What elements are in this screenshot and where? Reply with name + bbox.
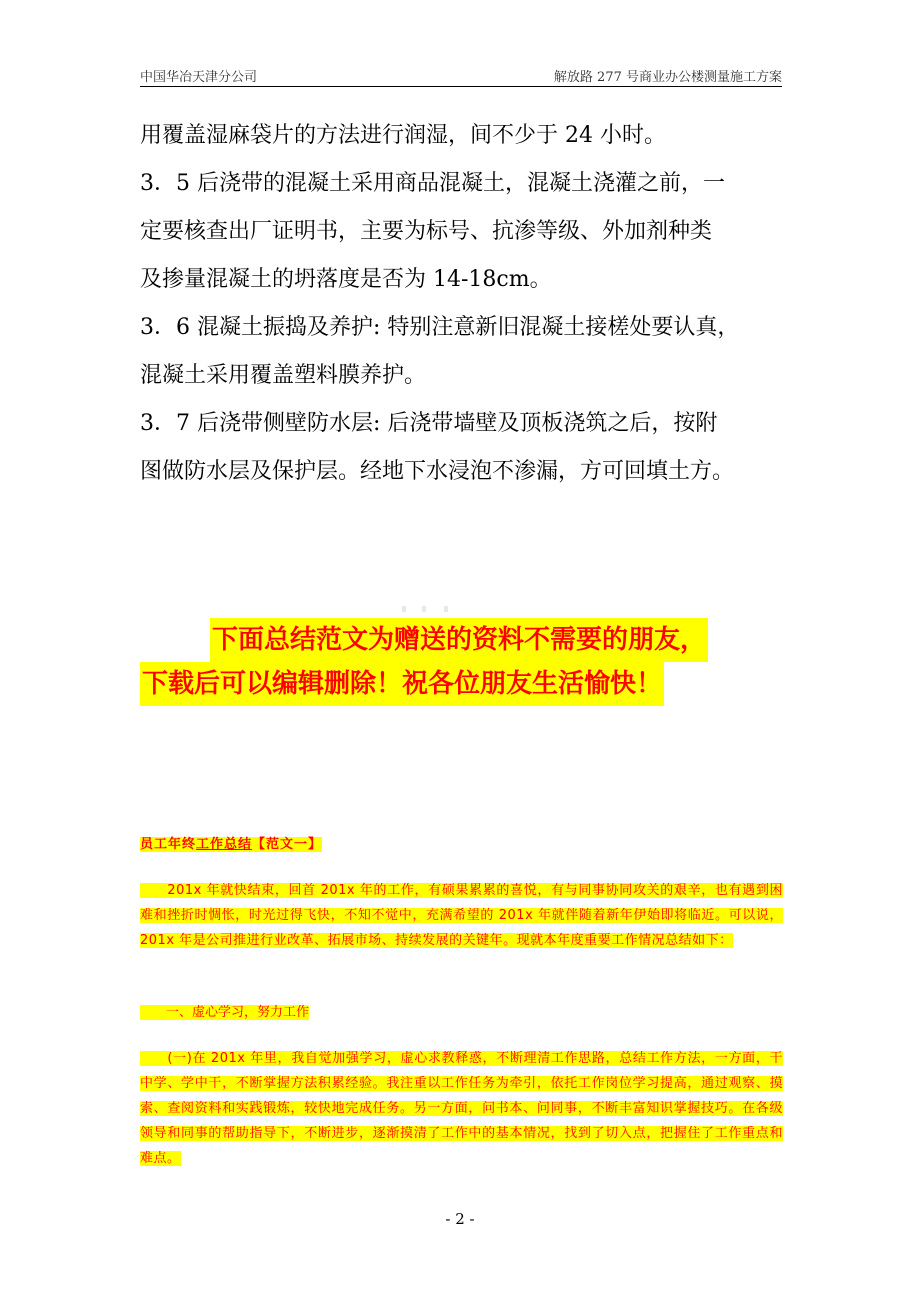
sample-paragraph-2-text: (一)在 201x 年里，我自觉加强学习，虚心求教释惑，不断理清工作思路，总结工作方法，一方面，干中学、学中干，不断掌握方法积累经验。我注重以工作任务为牵引，依托工作岗位学习提高，通过观察、摸索、查阅资料和实践锻炼，较快地完成任务。另一方面，问书本、问同事，不断丰富知识掌握技巧。在各级领导和同事的帮助指导下，不断进步，逐渐摸清了工作中的基本情况，找到了切入点，把握住了工作重点和难点。 [140,1051,783,1166]
text-line: 3．5 后浇带的混凝土采用商品混凝土，混凝土浇灌之前，一 [140,171,725,196]
text-line: 图做防水层及保护层。经地下水浸泡不渗漏，方可回填土方。 [140,459,735,484]
faint-dots [402,606,462,614]
sample-title [140,833,783,852]
sample-paragraph-1 [140,878,783,953]
sample-paragraph-2 [140,1046,783,1171]
construction-text [140,112,785,496]
text-line: 3．6 混凝土振捣及养护: 特别注意新旧混凝土接槎处要认真， [140,315,740,340]
promo-line-1: 下面总结范文为赠送的资料不需要的朋友， [210,618,708,662]
header-project-title: 解放路 277 号商业办公楼测量施工方案 [553,70,782,85]
text-line: 用覆盖湿麻袋片的方法进行润湿，间不少于 24 小时。 [140,123,666,148]
sample-heading-1-text: 一、虚心学习，努力工作 [140,1005,310,1020]
sample-title-suffix: 【范文一】 [252,837,323,852]
sample-heading-1 [140,1001,783,1020]
sample-title-link[interactable]: 工作总结 [196,837,253,852]
promo-line-2: 下载后可以编辑删除！祝各位朋友生活愉快！ [140,662,664,706]
text-line: 3．7 后浇带侧壁防水层: 后浇带墙壁及顶板浇筑之后，按附 [140,411,718,436]
page-number: - 2 - [445,1210,475,1228]
text-line: 及掺量混凝土的坍落度是否为 14-18cm。 [140,267,552,292]
sample-paragraph-1-text: 201x 年就快结束，回首 201x 年的工作，有硕果累累的喜悦，有与同事协同攻关的艰辛，也有遇到困难和挫折时惆怅，时光过得飞快，不知不觉中，充满希望的 201x 年就伴随着新年伊始即将临近。可以说，201x 年是公司推进行业改革、拓展市场、持续发展的关键年。现就本年度重要工作情况总结如下： [140,883,783,948]
promo-notice [140,618,785,706]
sample-title-prefix: 员工年终 [140,837,197,852]
text-line: 混凝土采用覆盖塑料膜养护。 [140,363,427,388]
text-line: 定要核查出厂证明书，主要为标号、抗渗等级、外加剂种类 [140,219,713,244]
header-company: 中国华冶天津分公司 [140,70,258,85]
page-header [140,66,782,87]
